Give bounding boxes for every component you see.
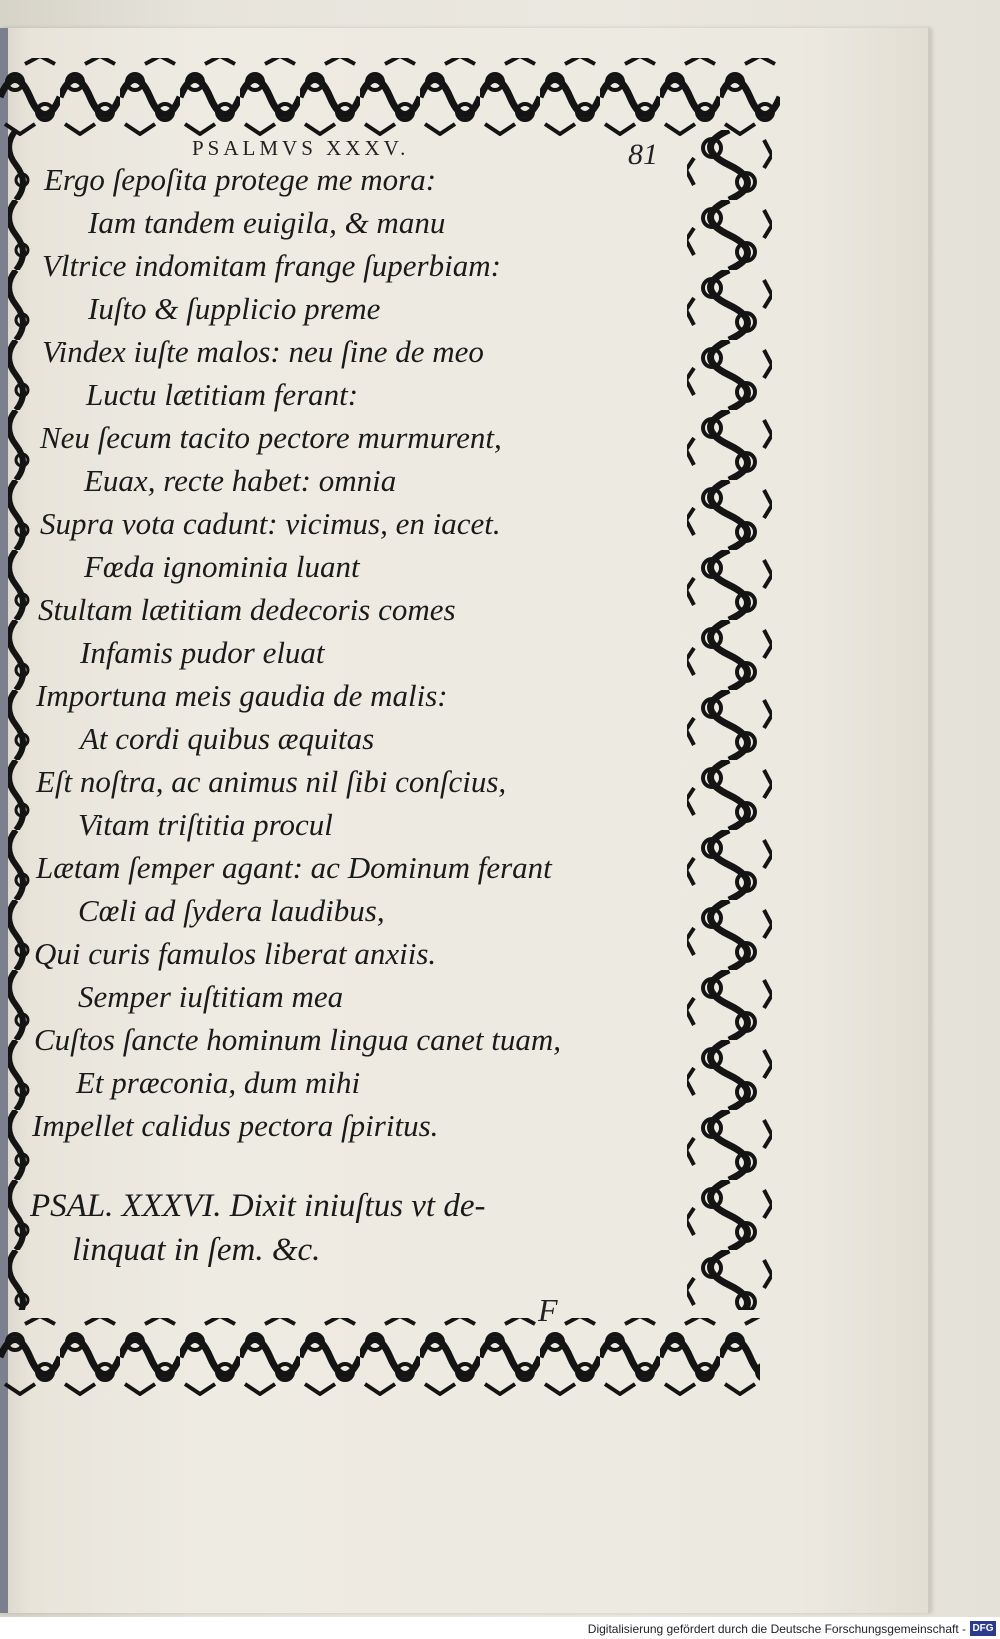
verse-line: Vitam triſtitia procul <box>78 807 333 842</box>
verse-line: Eſt noſtra, ac animus nil ſibi conſcius, <box>36 764 507 799</box>
verse-line: Supra vota cadunt: vicimus, en iacet. <box>40 506 501 541</box>
verse-line: Cuſtos ſancte hominum lingua canet tuam, <box>34 1022 561 1057</box>
verse-line: Lætam ſemper agant: ac Dominum ferant <box>36 850 552 885</box>
verse-line: Qui curis famulos liberat anxiis. <box>34 936 437 971</box>
credit-bar <box>0 1617 1000 1639</box>
running-title: PSALMVS XXXV. <box>192 136 410 160</box>
dfg-logo: DFG <box>970 1621 996 1636</box>
verse-line: Cœli ad ſydera laudibus, <box>78 893 385 928</box>
verse-line: Semper iuſtitiam mea <box>78 979 344 1014</box>
verse-line: Infamis pudor eluat <box>80 635 325 670</box>
signature-mark: F <box>538 1292 558 1328</box>
page-number: 81 <box>628 138 658 171</box>
verse-line: Et præconia, dum mihi <box>76 1065 361 1100</box>
verse-line: Luctu lætitiam ferant: <box>86 377 359 412</box>
verse-line: Stultam lætitiam dedecoris comes <box>38 592 456 627</box>
digitization-credit: Digitalisierung gefördert durch die Deutsche Forschungsgemeinschaft - <box>587 1622 966 1636</box>
verse-line: Iam tandem euigila, & manu <box>88 205 446 240</box>
verse-line: Neu ſecum tacito pectore murmurent, <box>40 420 502 455</box>
verse-line: Importuna meis gaudia de malis: <box>36 678 448 713</box>
next-psalm-heading-continued: linquat in ſem. &c. <box>72 1232 321 1268</box>
verse-line: Ergo ſepoſita protege me mora: <box>44 162 437 197</box>
verse-line: Euax, recte habet: omnia <box>84 463 397 498</box>
verse-line: Iuſto & ſupplicio preme <box>88 291 381 326</box>
verse-line: At cordi quibus æquitas <box>80 721 375 756</box>
verse-line: Impellet calidus pectora ſpiritus. <box>32 1108 439 1143</box>
next-psalm-heading: PSAL. XXXVI. Dixit iniuſtus vt de- <box>30 1188 486 1224</box>
verse-line: Vindex iuſte malos: neu ſine de meo <box>42 334 484 369</box>
verse-line: Fœda ignominia luant <box>84 549 360 584</box>
verse-line: Vltrice indomitam frange ſuperbiam: <box>42 248 501 283</box>
